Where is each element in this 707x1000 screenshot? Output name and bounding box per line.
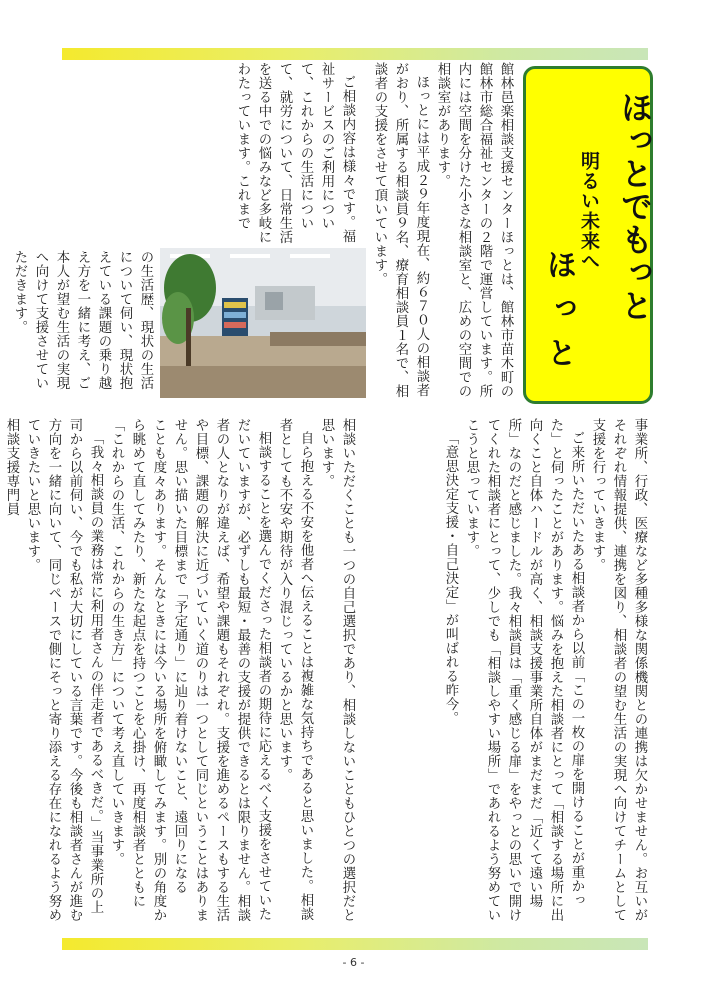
office-photo-illustration: [160, 248, 366, 398]
text-block-top-middle: [12, 250, 156, 402]
page-number: - 6 -: [342, 956, 365, 969]
headline-title: ほっとでもっと: [616, 91, 654, 322]
bottom-decorative-band: [62, 938, 648, 950]
signature-role: 相談支援専門員: [4, 418, 19, 516]
paragraph: 相談いただくことも一つの自己選択であり、相談しないこともひとつの選択だと思います。: [319, 418, 355, 922]
headline-box: [523, 66, 653, 404]
paragraph: 相談することを選んでくださった相談者の期待に応えるべく支援をさせていただいていますが、必ずしも最短・最善の支援が提供できるとは限りません。相談者の人となりが違えば、希望や課題もそれぞれ。支援を進めるペースもする生活や目標、課題の解決に近づいていく道のりは一つとして同じということはありません。思い描いた目標まで「予定通り」に辿り着けないこと、遠回りになる: [172, 418, 271, 922]
paragraph: 「意思決定支援・自己決定」が叫ばれる昨今。: [443, 431, 458, 726]
paragraph: 事業所、行政、医療など多種多様な関係機関との連携は欠かせません。お互いがそれぞれ情報提供、連携を図り、相談者の望む生活の実現へ向けてチームとして支援を行っていきます。: [590, 418, 647, 922]
headline-tagline: ほっと: [541, 249, 576, 381]
paragraph: ほっとには平成２９年度現在、約６７０人の相談者がおり、所属する相談員９名、療育相談員１名で、相談者の支援をさせて頂いています。: [372, 62, 429, 398]
paragraph: 「我々相談員の業務は常に利用者さんの伴走者であるべきだ。」当事業所の上司から以前伺い、今でも私が大切にしている言葉です。今後も相談者さんが進む方向を一緒に向いて、同じペースで側にそっと寄り添える存在になれるよう努めていきたいと思います。: [25, 418, 103, 922]
text-block-bottom-right: [370, 418, 650, 928]
office-photo: [160, 248, 366, 398]
text-block-top-far-left: [58, 62, 358, 244]
signature-name: [0, 418, 1, 928]
text-block-bottom-left: [4, 418, 358, 928]
headline-subtitle: 明るい未来へ: [578, 151, 600, 271]
paragraph: ことも度々あります。そんなときには今いる場所を俯瞰してみます。別の角度から眺めて直してみたり、新たな起点を持つことを心掛け、再度相談者とともに「これからの生活、これからの生き方」について考え直していきます。: [109, 418, 166, 922]
paragraph: 自ら抱える不安を他者へ伝えることは複雑な気持ちであると思いました。相談者としても不安や期待が入り混じっているかと思います。: [277, 418, 313, 922]
paragraph: ご来所いただいたある相談者から以前「この一枚の扉を開けることが重かった」と伺ったことがあります。悩みを抱えた相談者にとって「相談する場所に出向くこと自体ハードルが高く、相談支援事業所自体がまだまだ「近くて遠い場所」なのだと感じました。我々相談員は「重く感じる扉」をやっとの思いで開けてくれた相談者にとって、少しでも「相談しやすい場所」であれるよう努めていこうと思っています。: [464, 418, 584, 922]
paragraph: 館林邑楽相談支援センターほっとは、館林市苗木町の館林市総合福祉センターの２階で運営しています。所内には空間を分けた小さな相談室と、広めの空間での相談室があります。: [435, 62, 513, 398]
paragraph: の生活歴、現状の生活について伺い、現状抱えている課題の乗り越え方を一緒に考え、ご本人が望む生活の実現へ向けて支援させていただきます。: [12, 250, 153, 390]
top-decorative-band: [62, 48, 648, 60]
text-block-top-right: [370, 62, 516, 402]
paragraph: ご相談内容は様々です。福祉サービスのご利用について、これからの生活について、就労について、日常生活を送る中での悩みなど多岐にわたっています。これまで: [235, 62, 355, 244]
